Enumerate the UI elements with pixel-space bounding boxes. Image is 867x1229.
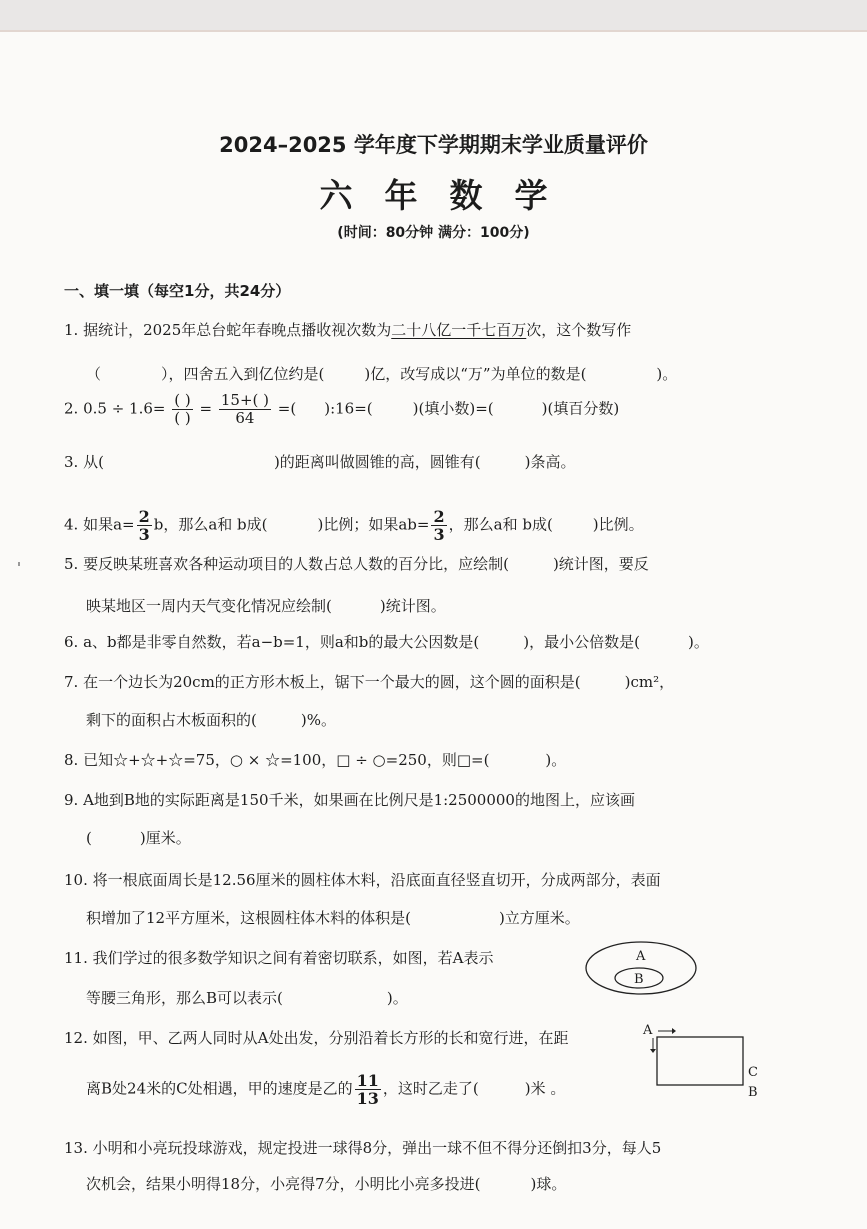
vertex-label-b: B (748, 1085, 758, 1100)
question-5-line-1 (64, 554, 649, 574)
question-text: 映某地区一周内天气变化情况应绘制( (86, 597, 332, 615)
question-13-line-2 (86, 1174, 566, 1194)
scan-speck (18, 562, 20, 566)
blank-close: )。 (656, 365, 678, 383)
question-text: 剩下的面积占木板面积的( (86, 711, 257, 729)
question-text: )比例。 (592, 515, 644, 534)
subject-title: 六年数学 (319, 176, 580, 215)
question-text: 4. 如果a= (64, 515, 135, 534)
question-text: )统计图，要反 (552, 555, 649, 573)
question-text: )比例；如果ab= (317, 515, 430, 534)
question-text: )统计图。 (379, 597, 446, 615)
equals-sign: = (199, 399, 213, 418)
question-9-line-1 (64, 790, 635, 810)
question-1-line-2 (86, 364, 677, 384)
question-8 (64, 750, 566, 770)
fraction (137, 508, 152, 543)
question-12-line-2 (86, 1072, 565, 1107)
question-text: )条高。 (524, 453, 576, 471)
vertex-label-a: A (643, 1023, 653, 1038)
question-text: )厘米。 (139, 829, 191, 847)
fraction-denominator: 13 (356, 1089, 379, 1108)
fraction-numerator: 2 (138, 507, 150, 526)
time-info: (时间：80分钟 满分：100分) (337, 225, 530, 241)
question-text: ，这时乙走了( (382, 1079, 479, 1098)
question-text: 积增加了12平方厘米，这根圆柱体木料的体积是( (86, 909, 411, 927)
underlined-number-text: 二十八亿一千七百万 (391, 321, 527, 339)
question-text: )(填百分数) (541, 399, 620, 418)
question-text: 11. 我们学过的很多数学知识之间有着密切联系，如图，若A表示 (64, 949, 494, 967)
blank-open: （ (86, 365, 102, 383)
question-7-line-2 (86, 710, 336, 730)
question-4 (64, 508, 644, 543)
question-text: )。 (545, 751, 567, 769)
question-11-line-1 (64, 948, 493, 968)
fraction (219, 392, 271, 427)
question-5-line-2 (86, 596, 446, 616)
question-text: 等腰三角形，那么B可以表示( (86, 989, 283, 1007)
fraction-denominator: 3 (138, 525, 150, 544)
question-6 (64, 632, 709, 652)
question-text: )米 。 (524, 1079, 566, 1098)
question-text: 5. 要反映某班喜欢各种运动项目的人数占总人数的百分比，应绘制( (64, 555, 509, 573)
question-text: 2. 0.5 ÷ 1.6= (64, 399, 166, 418)
question-11-line-2 (86, 988, 408, 1008)
point-label-c: C (748, 1065, 758, 1080)
question-3 (64, 452, 576, 472)
question-text: 12. 如图，甲、乙两人同时从A处出发，分别沿着长方形的长和宽行进，在距 (64, 1029, 569, 1047)
ellipse-label-b: B (634, 972, 644, 987)
down-arrowhead (650, 1049, 656, 1053)
question-text: 1. 据统计，2025年总台蛇年春晚点播收视次数为 (64, 321, 392, 339)
question-text: )球。 (530, 1175, 567, 1193)
question-text: )cm²， (624, 673, 675, 691)
question-text: ):16=( (324, 399, 373, 418)
fraction-numerator: 2 (433, 507, 445, 526)
question-text: 7. 在一个边长为20cm的正方形木板上，锯下一个最大的圆，这个圆的面积是( (64, 673, 581, 691)
fraction (355, 1072, 381, 1107)
question-text: )立方厘米。 (498, 909, 580, 927)
question-13-line-1 (64, 1138, 661, 1158)
question-10-line-2 (86, 908, 580, 928)
question-text: 3. 从( (64, 453, 104, 471)
exam-page (0, 30, 867, 1229)
question-text: )，最小公倍数是( (523, 633, 640, 651)
question-text: )(填小数)=( (412, 399, 494, 418)
question-9-line-2 (86, 828, 191, 848)
fraction-denominator: 64 (235, 409, 255, 427)
section-title: 一、填一填（每空1分，共24分） (64, 282, 291, 300)
question-12-line-1 (64, 1028, 568, 1048)
question-text: 次机会，结果小明得18分，小亮得7分，小明比小亮多投进( (86, 1175, 481, 1193)
question-1-line-1 (64, 320, 631, 340)
question-text: )%。 (300, 711, 336, 729)
question-text: 9. A地到B地的实际距离是150千米，如果画在比例尺是1:2500000的地图上，应该画 (64, 791, 635, 809)
nested-ellipse-diagram (584, 940, 698, 996)
rectangle (657, 1037, 743, 1085)
fraction (431, 508, 446, 543)
question-text: =( (277, 399, 297, 418)
question-10-line-1 (64, 870, 661, 890)
rectangle-diagram (640, 1020, 766, 1100)
question-text: ），四舍五入到亿位约是( (161, 365, 325, 383)
ellipse-label-a: A (636, 949, 646, 964)
question-text: )。 (687, 633, 709, 651)
question-text: 6. a、b都是非零自然数，若a−b=1，则a和b的最大公因数是( (64, 633, 480, 651)
fraction-numerator-blank[interactable]: ( ) (174, 391, 191, 409)
question-text: ，那么a和 b成( (448, 515, 553, 534)
question-text: )的距离叫做圆锥的高，圆锥有( (273, 453, 481, 471)
fraction-denominator-blank[interactable]: ( ) (174, 409, 191, 427)
question-text: 13. 小明和小亮玩投球游戏，规定投进一球得8分，弹出一球不但不得分还倒扣3分，每人5 (64, 1139, 662, 1157)
question-text: )。 (386, 989, 408, 1007)
fraction-numerator-blank[interactable]: 15+( ) (220, 391, 270, 409)
question-7-line-1 (64, 672, 674, 692)
question-text: 10. 将一根底面周长是12.56厘米的圆柱体木料，沿底面直径竖直切开，分成两部分，表面 (64, 871, 661, 889)
question-text: )亿，改写成以“万”为单位的数是( (364, 365, 587, 383)
question-text: 次，这个数写作 (526, 321, 632, 339)
fraction-denominator: 3 (433, 525, 445, 544)
question-2 (64, 392, 619, 427)
exam-title: 2024–2025 学年度下学期期末学业质量评价 (219, 133, 648, 157)
right-arrowhead (672, 1028, 676, 1034)
fraction-numerator: 11 (356, 1071, 379, 1090)
question-text: b，那么a和 b成( (153, 515, 268, 534)
question-text: 离B处24米的C处相遇，甲的速度是乙的 (86, 1079, 353, 1098)
blank-open: ( (86, 829, 92, 847)
fraction (172, 392, 192, 427)
question-text: 8. 已知☆+☆+☆=75，○ × ☆=100，□ ÷ ○=250，则□=( (64, 751, 490, 769)
